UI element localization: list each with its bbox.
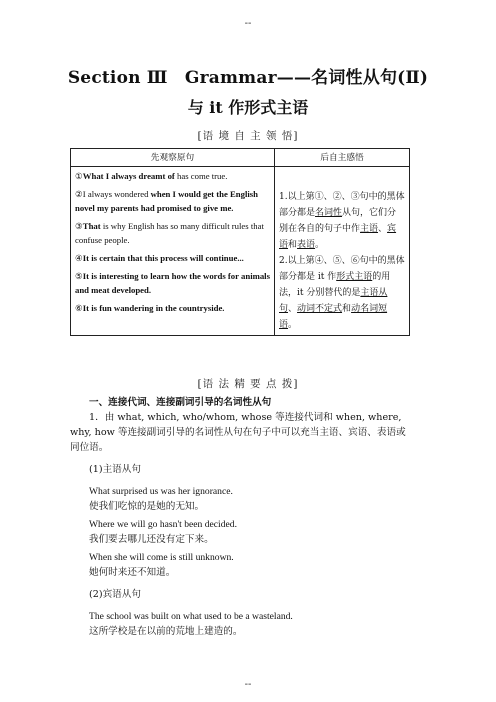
example-translation: 她何时来还不知道。 (89, 567, 176, 578)
table-body-row (71, 167, 410, 336)
grammar-body (70, 395, 415, 639)
table-header-row (71, 149, 410, 167)
subsection-1-title: (1)主语从句 (89, 464, 141, 475)
paragraph-1: 1．由 what, which, who/whom, whose 等连接代词和 when, where, why, how 等连接副词引导的名词性从句在句子中可以充当主语、宾语、表语或同位语。 (70, 412, 406, 453)
section-heading-grammar: [语 法 精 要 点 拨] (197, 378, 299, 390)
example-sentence-5: ⑤It is interesting to learn how the words for animals and meat developed. (75, 271, 270, 295)
page-title: Section Ⅲ Grammar——名词性从句(Ⅱ) (67, 68, 429, 88)
page-footer-mark: -- (244, 679, 252, 690)
table-header-right: 后自主感悟 (275, 149, 410, 167)
example-sentence-1: ①What I always dreamt of has come true. (75, 171, 228, 181)
insight-notes-cell (275, 167, 410, 336)
example-translation: 使我们吃惊的是她的无知。 (89, 501, 205, 512)
example-translation: 这所学校是在以前的荒地上建造的。 (89, 626, 243, 637)
example-line: What surprised us was her ignorance. (89, 486, 233, 497)
example-line: The school was built on what used to be a wasteland. (89, 611, 293, 622)
example-sentence-2: ②I always wondered when I would get the English novel my parents had promised to give me. (75, 189, 259, 213)
observation-table (70, 148, 410, 336)
part1-title: 一、连接代词、连接副词引导的名词性从句 (89, 397, 272, 408)
example-sentence-3: ③That is why English has so many difficult rules that confuse people. (75, 221, 264, 245)
example-sentences-cell (71, 167, 275, 336)
subsection-2-title: (2)宾语从句 (89, 589, 141, 600)
insight-note-2: 2.以上第④、⑤、⑥句中的黑体部分都是 it 作形式主语的用法，it 分别替代的是主语从句、动词不定式和动名词短语。 (279, 256, 405, 330)
example-sentence-6: ⑥It is fun wandering in the countryside. (75, 303, 225, 313)
example-translation: 我们要去哪儿还没有定下来。 (89, 534, 214, 545)
table-header-left: 先观察原句 (71, 149, 275, 167)
page-subtitle: 与 it 作形式主语 (187, 98, 309, 117)
example-sentence-4: ④It is certain that this process will continue... (75, 253, 244, 263)
example-line: Where we will go hasn't been decided. (89, 519, 237, 530)
page-header-mark: -- (244, 18, 252, 29)
example-line: When she will come is still unknown. (89, 552, 234, 563)
insight-note-1: 1.以上第①、②、③句中的黑体部分都是名词性从句，它们分别在各自的句子中作主语、宾语和表语。 (279, 192, 405, 250)
section-heading-context: [语 境 自 主 领 悟] (197, 130, 299, 142)
